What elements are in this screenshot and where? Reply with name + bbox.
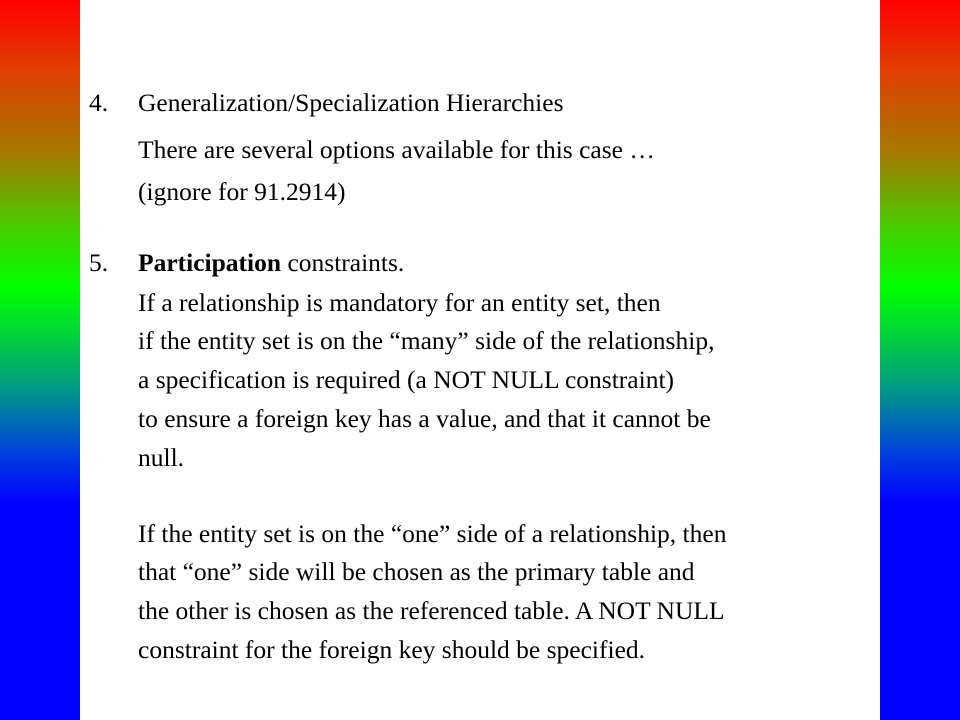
- paragraph1-line: if the entity set is on the “many” side of the relationship,: [138, 326, 715, 355]
- paragraph2-line: If the entity set is on the “one” side of a relationship, then: [138, 519, 727, 548]
- section4-line: (ignore for 91.2914): [138, 177, 346, 206]
- paragraph2-line: that “one” side will be chosen as the primary table and: [138, 557, 695, 586]
- paragraph1-line: to ensure a foreign key has a value, and that it cannot be: [138, 404, 711, 433]
- section4-heading: Generalization/Specialization Hierarchies: [138, 88, 564, 117]
- section4-line: There are several options available for this case …: [138, 135, 655, 164]
- paragraph2-line: the other is chosen as the referenced table. A NOT NULL: [138, 596, 725, 625]
- paragraph1-line: If a relationship is mandatory for an entity set, then: [138, 288, 661, 317]
- section5-heading-bold: Participation: [138, 248, 282, 277]
- paragraph1-line: null.: [138, 443, 185, 472]
- section5-heading-rest: constraints.: [281, 248, 405, 277]
- paragraph1-line: a specification is required (a NOT NULL constraint): [138, 365, 675, 394]
- paragraph2-line: constraint for the foreign key should be specified.: [138, 635, 646, 664]
- section4-number: 4.: [89, 88, 109, 117]
- section5-number: 5.: [89, 248, 109, 277]
- section5-heading: [138, 247, 404, 279]
